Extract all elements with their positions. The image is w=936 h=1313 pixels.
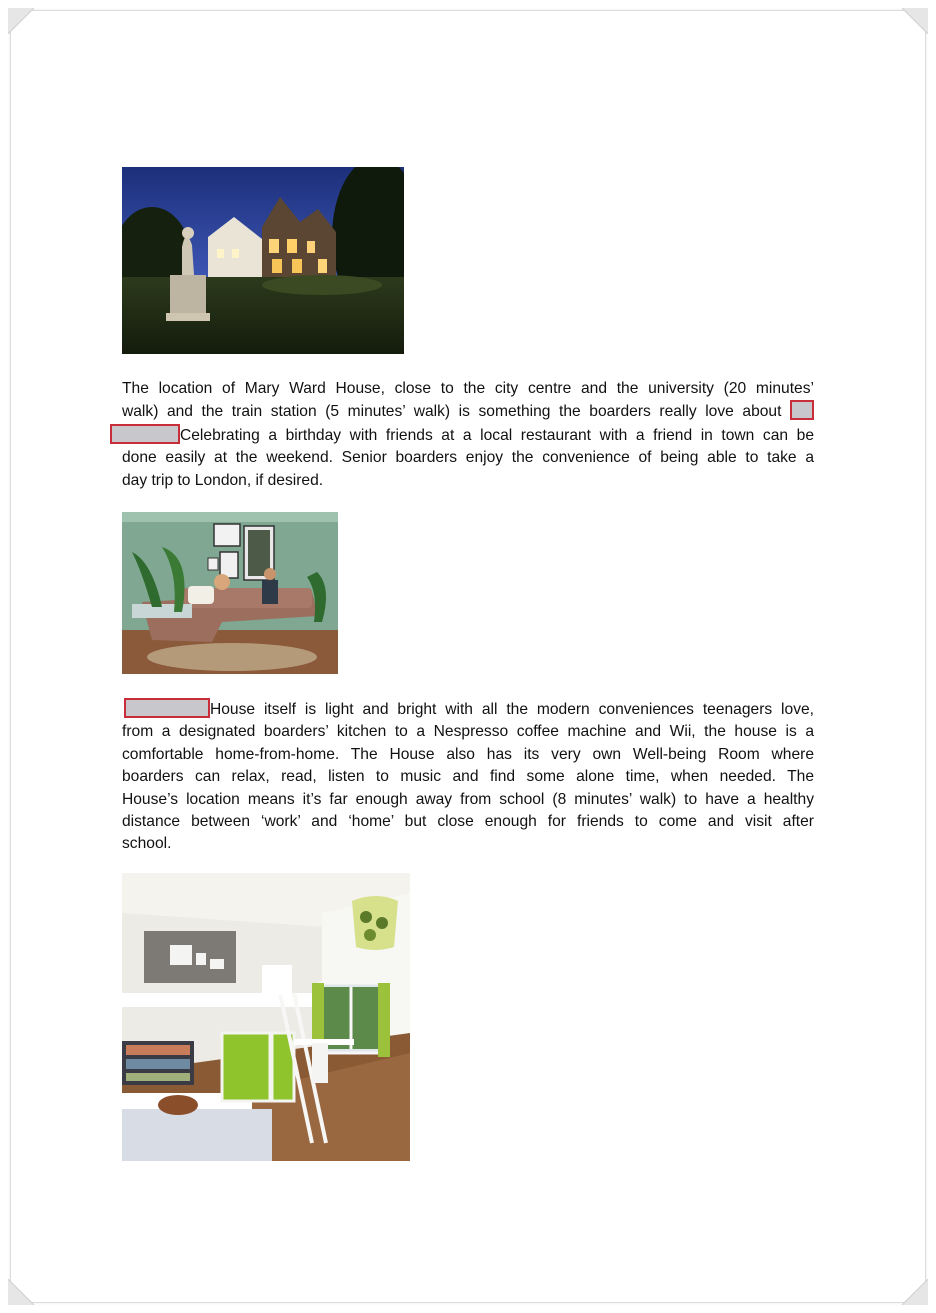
text-line: from a designated boarders’ kitchen to a Nespresso coffee machine and Wii, the house is a — [122, 723, 814, 741]
text-line: House’s location means it’s far enough away from school (8 minutes’ walk) to have a healthy — [122, 790, 814, 808]
text-line: comfortable home-from-home. The House also has its very own Well-being Room where — [122, 745, 814, 763]
text-line: distance between ‘work’ and ‘home’ but close enough for friends to come and visit after — [122, 813, 814, 831]
text-line-segment: House itself is light and bright with all the modern conveniences teenagers love, — [210, 701, 814, 718]
page-corner-fold-icon — [902, 8, 928, 34]
text-line: done easily at the weekend. Senior boarders enjoy the convenience of being able to take a — [122, 449, 814, 467]
location-paragraph — [122, 378, 814, 492]
text-line: The location of Mary Ward House, close to the city centre and the university (20 minutes’ — [122, 380, 814, 397]
text-line: boarders can relax, read, listen to music and find some alone time, when needed. The — [122, 768, 814, 786]
page-corner-fold-icon — [8, 8, 34, 34]
text-line — [122, 400, 814, 423]
text-line — [122, 424, 814, 447]
text-line — [122, 698, 814, 721]
text-line: school. — [122, 835, 172, 853]
redaction-box — [110, 424, 180, 444]
bedroom-photo — [122, 873, 410, 1161]
redaction-box — [124, 698, 210, 718]
text-line-segment: Celebrating a birthday with friends at a local restaurant with a friend in town can be — [180, 426, 814, 444]
text-line: day trip to London, if desired. — [122, 471, 324, 489]
house-description-paragraph — [122, 698, 814, 856]
page-corner-fold-icon — [8, 1279, 34, 1305]
page-corner-fold-icon — [902, 1279, 928, 1305]
well-being-room-photo — [122, 512, 338, 674]
text-line-segment: walk) and the train station (5 minutes’ walk) is something the boarders really love about — [122, 403, 782, 421]
house-exterior-night-photo — [122, 167, 404, 354]
redaction-box — [790, 400, 814, 420]
